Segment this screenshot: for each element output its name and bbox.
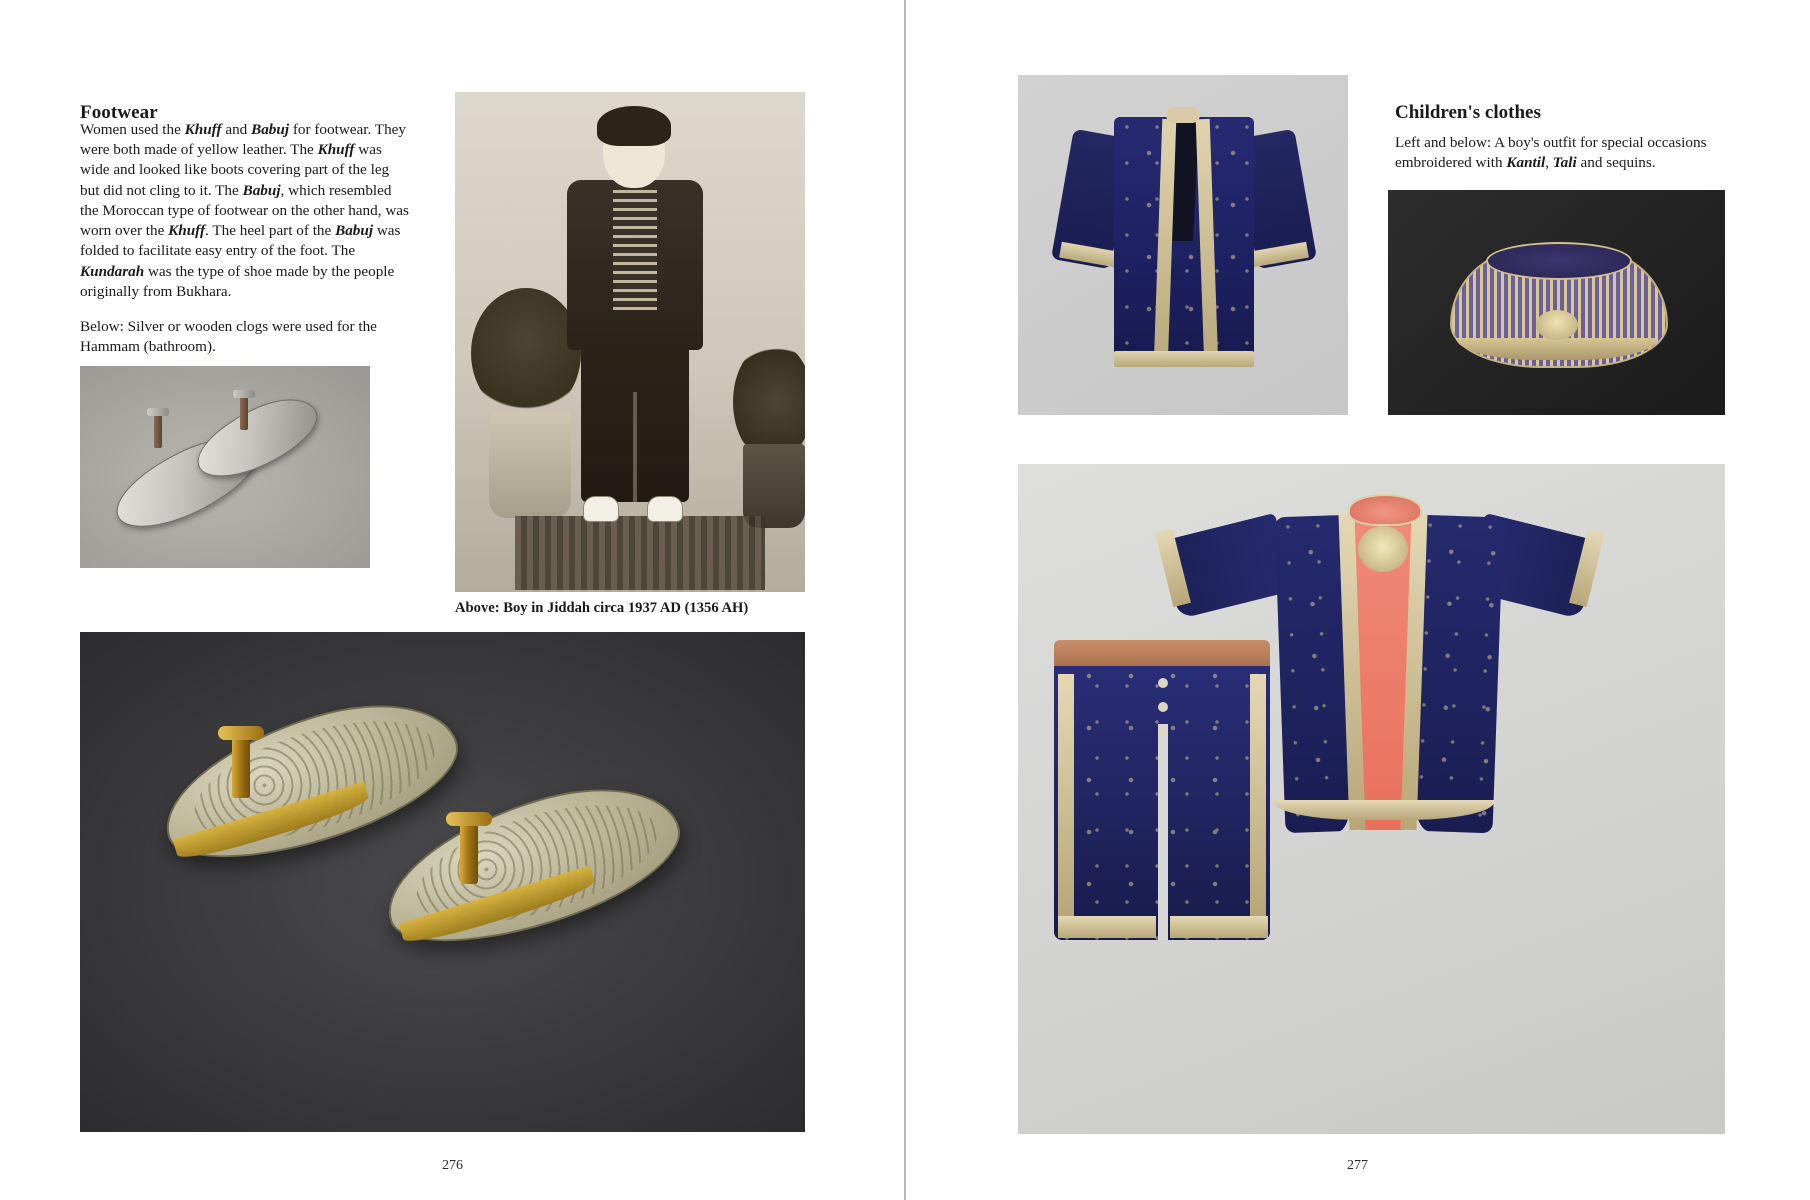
clog-peg-two	[240, 396, 248, 430]
clog-peg-cap-one	[147, 408, 169, 416]
boy-photo-art	[455, 92, 805, 592]
floor-rug	[515, 516, 765, 590]
term-tali: Tali	[1552, 154, 1577, 172]
figure-velvet-coat	[1018, 75, 1348, 415]
caption-boy-photograph: Above: Boy in Jiddah circa 1937 AD (1356 AH)	[455, 600, 749, 616]
term-kantil: Kantil	[1506, 154, 1546, 172]
boys-outfit-art	[1018, 464, 1725, 1134]
figure-embroidered-cap	[1388, 190, 1725, 415]
trousers-leg-gap	[1158, 724, 1168, 940]
trousers-button-one	[1158, 678, 1168, 688]
trousers-hem-left	[1058, 916, 1156, 938]
paragraph-childrens-clothes: Left and below: A boy's outfit for special occasions embroidered with Kantil, Tali and sequins.	[1395, 134, 1707, 172]
coat-hem-trim	[1114, 351, 1254, 367]
cap-crown	[1486, 242, 1632, 280]
clog-peg-cap-two	[233, 390, 255, 398]
term-babuj: Babuj	[251, 121, 290, 138]
paragraph-footwear: Women used the Khuff and Babuj for footwear. They were both made of yellow leather. The Khuff was wide and looked like boots covering part of the leg but did not cling to it. The Babuj, which resembled the Moroccan type of footwear on the other hand, was worn over the Khuff. The heel part of the Babuj was folded to facilitate easy entry of the foot. The Kundarah was the type of shoe made by the people originally from Bukhara.	[80, 121, 409, 300]
trousers-side-band-right	[1250, 674, 1266, 918]
paragraph-clogs: Below: Silver or wooden clogs were used for the Hammam (bathroom).	[80, 317, 377, 356]
left-page-body	[80, 120, 410, 357]
figure-silver-clogs-small	[80, 366, 370, 568]
left-page-heading: Footwear	[80, 101, 158, 123]
potted-plant-left-pot	[489, 412, 571, 518]
figure-boys-outfit	[1018, 464, 1725, 1134]
trousers-button-two	[1158, 702, 1168, 712]
boy-trouser-seam	[633, 392, 637, 502]
trousers-side-band-left	[1058, 674, 1074, 918]
figure-boy-photograph	[455, 92, 805, 592]
brass-peg-cap-right	[446, 812, 492, 826]
right-page-heading: Children's clothes	[1395, 101, 1541, 123]
trousers-waistband	[1054, 640, 1270, 666]
boy-shoe-right	[647, 496, 683, 522]
silver-clogs-art	[80, 366, 370, 568]
brass-peg-right	[460, 822, 478, 884]
folio-left: 276	[442, 1158, 463, 1173]
boy-tunic-embroidery	[613, 190, 657, 310]
right-page-body	[1395, 118, 1720, 189]
trousers-button-three	[1158, 726, 1168, 736]
coat-collar	[1166, 107, 1200, 123]
potted-plant-left-foliage	[471, 288, 581, 418]
folio-right: 277	[1347, 1158, 1368, 1173]
tunic-chest-medallion	[1358, 526, 1408, 572]
embroidered-cap-art	[1388, 190, 1725, 415]
boy-hair	[597, 106, 671, 146]
clog-peg-one	[154, 414, 162, 448]
brass-peg-left	[232, 736, 250, 798]
figure-brass-clogs-large	[80, 632, 805, 1132]
tunic-collar	[1348, 494, 1422, 526]
brass-clogs-art	[80, 632, 805, 1132]
brass-peg-cap-left	[218, 726, 264, 740]
page-gutter-divider	[904, 0, 906, 1200]
boy-shoe-left	[583, 496, 619, 522]
velvet-coat-art	[1018, 75, 1348, 415]
cap-medallion	[1536, 310, 1578, 340]
trousers-hem-right	[1170, 916, 1268, 938]
clog-sole-back	[186, 386, 328, 490]
term-khuff: Khuff	[184, 121, 222, 138]
term-kundarah: Kundarah	[80, 262, 145, 280]
